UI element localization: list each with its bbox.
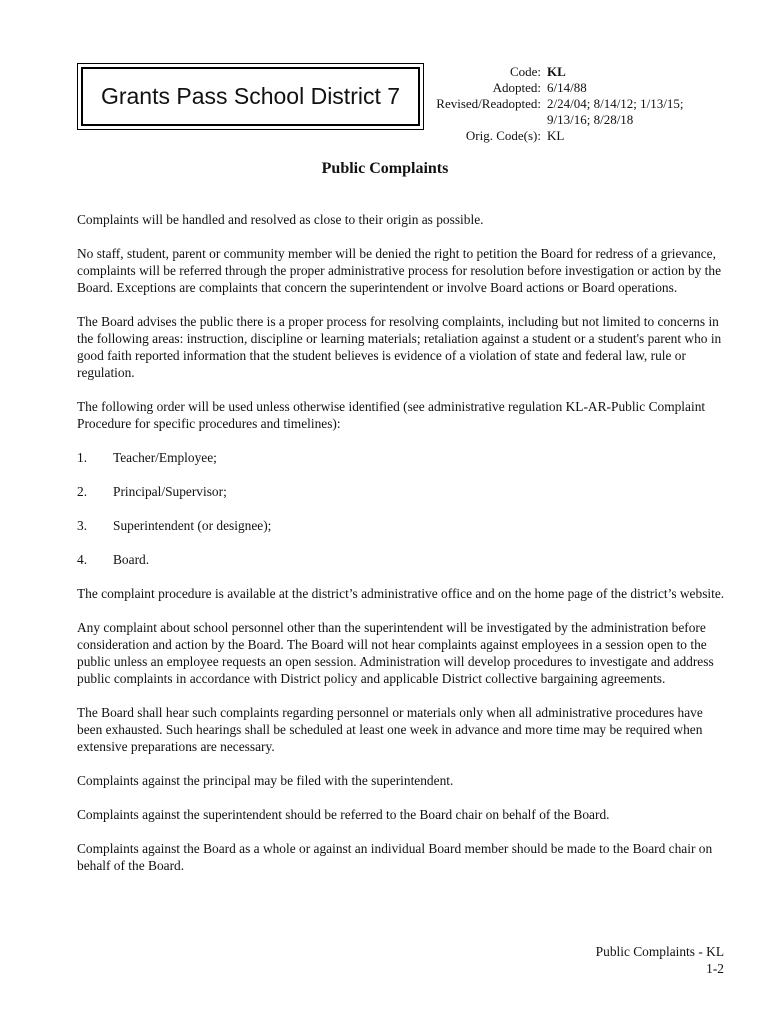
list-text: Principal/Supervisor; [113,484,227,499]
list-text: Teacher/Employee; [113,450,217,465]
meta-label: Adopted: [492,80,541,95]
list-text: Board. [113,552,150,567]
paragraph: Complaints will be handled and resolved as close to their origin as possible. [77,212,484,227]
list-item [77,551,725,568]
paragraph: Complaints against the Board as a whole or against an individual Board member should be made to the Board chair on behalf of the Board. [77,841,713,873]
list-number: 1. [77,450,88,465]
list-number: 3. [77,518,88,533]
meta-value: 9/13/16; 8/28/18 [547,112,634,127]
meta-value: KL [547,128,565,143]
page-footer [596,943,724,977]
meta-value: KL [547,64,566,79]
list-text: Superintendent (or designee); [113,518,272,533]
district-name-box-inner [81,67,420,126]
document-title: Public Complaints [321,160,449,177]
paragraph: Complaints against the superintendent should be referred to the Board chair on behalf of the Board. [77,807,610,822]
meta-label [428,112,547,128]
meta-row-revised [428,96,747,112]
meta-row-code [428,64,747,80]
district-name-box [77,63,424,130]
meta-value: 2/24/04; 8/14/12; 1/13/15; [547,96,684,111]
meta-row-adopted [428,80,747,96]
list-number: 4. [77,552,88,567]
paragraph: The complaint procedure is available at the district’s administrative office and on the home page of the district’s website. [77,586,725,601]
list-item [77,517,725,534]
paragraph: The Board advises the public there is a proper process for resolving complaints, including but not limited to concerns in the following areas: instruction, discipline or learning materials; retaliation against a student or a student's parent who in good faith reported information that the student believes is evidence of a violation of state and federal law, rule or regulation. [77,314,722,380]
paragraph: Complaints against the principal may be filed with the superintendent. [77,773,454,788]
footer-page-number: 1-2 [706,961,724,976]
paragraph: Any complaint about school personnel other than the superintendent will be investigated by the administration before consideration and action by the Board. The Board will not hear complaints against employees in a session open to the public unless an employee requests an open session. Administration will develop procedures to investigate and address public complaints in accordance with District policy and applicable District collective bargaining agreements. [77,620,714,686]
meta-label: Code: [509,64,541,79]
meta-row-orig-code [428,128,747,144]
list-number: 2. [77,484,88,499]
district-name: Grants Pass School District 7 [100,83,401,109]
list-item [77,449,725,466]
paragraph: The Board shall hear such complaints regarding personnel or materials only when all administrative procedures have been exhausted. Such hearings shall be scheduled at least one week in advance and more time may be required when extensive preparations are necessary. [77,705,703,754]
document-body [77,211,725,891]
policy-meta [428,64,747,144]
meta-label: Revised/Readopted: [436,96,541,111]
footer-title: Public Complaints - KL [595,944,724,959]
paragraph: The following order will be used unless otherwise identified (see administrative regulation KL-AR-Public Complaint Procedure for specific procedures and timelines): [77,399,706,431]
paragraph: No staff, student, parent or community member will be denied the right to petition the Board for redress of a grievance, complaints will be referred through the proper administrative process for resolution before investigation or action by the Board. Exceptions are complaints that concern the superintendent or involve Board actions or Board operations. [77,246,722,295]
list-item [77,483,725,500]
meta-value: 6/14/88 [547,80,587,95]
meta-label: Orig. Code(s): [465,128,541,143]
meta-row-revised-cont [428,112,747,128]
